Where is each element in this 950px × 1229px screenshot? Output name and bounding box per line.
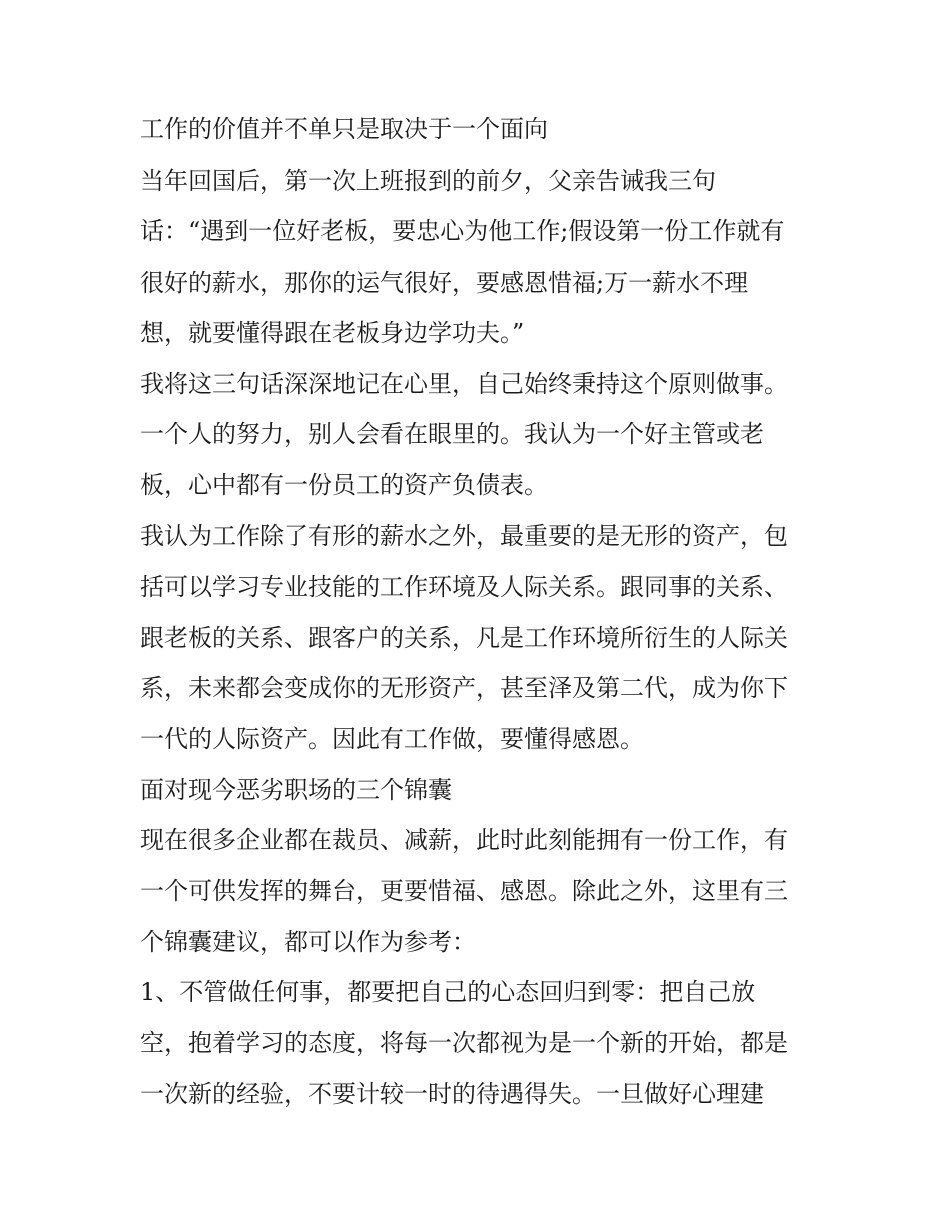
text-line: 1、不管做任何事，都要把自己的心态回归到零：把自己放 xyxy=(140,978,756,1006)
text-line: 我认为工作除了有形的薪水之外，最重要的是无形的资产，包 xyxy=(140,522,788,550)
text-line: 话：“遇到一位好老板，要忠心为他工作;假设第一份工作就有 xyxy=(140,217,785,245)
text-line: 想，就要懂得跟在老板身边学功夫。” xyxy=(140,319,525,347)
text-line: 面对现今恶劣职场的三个锦囊 xyxy=(140,776,452,804)
text-line: 很好的薪水，那你的运气很好，要感恩惜福;万一薪水不理 xyxy=(140,269,749,297)
text-line: 一个人的努力，别人会看在眼里的。我认为一个好主管或老 xyxy=(140,420,764,448)
text-line: 个锦囊建议，都可以作为参考： xyxy=(140,928,476,956)
text-line: 系，未来都会变成你的无形资产，甚至泽及第二代，成为你下 xyxy=(140,674,788,702)
text-line: 括可以学习专业技能的工作环境及人际关系。跟同事的关系、 xyxy=(140,573,788,601)
text-line: 跟老板的关系、跟客户的关系，凡是工作环境所衍生的人际关 xyxy=(140,624,788,652)
text-line: 现在很多企业都在裁员、减薪，此时此刻能拥有一份工作，有 xyxy=(140,826,788,854)
text-line: 板，心中都有一份员工的资产负债表。 xyxy=(140,471,548,499)
text-line: 我将这三句话深深地记在心里，自己始终秉持这个原则做事。 xyxy=(140,370,788,398)
text-line: 空，抱着学习的态度，将每一次都视为是一个新的开始，都是 xyxy=(140,1029,788,1057)
text-line: 一次新的经验，不要计较一时的待遇得失。一旦做好心理建 xyxy=(140,1080,764,1108)
text-line: 当年回国后，第一次上班报到的前夕，父亲告诫我三句 xyxy=(140,167,716,195)
text-line: 一代的人际资产。因此有工作做，要懂得感恩。 xyxy=(140,725,644,753)
text-line: 工作的价值并不单只是取决于一个面向 xyxy=(140,115,548,143)
text-line: 一个可供发挥的舞台，更要惜福、感恩。除此之外，这里有三 xyxy=(140,877,788,905)
